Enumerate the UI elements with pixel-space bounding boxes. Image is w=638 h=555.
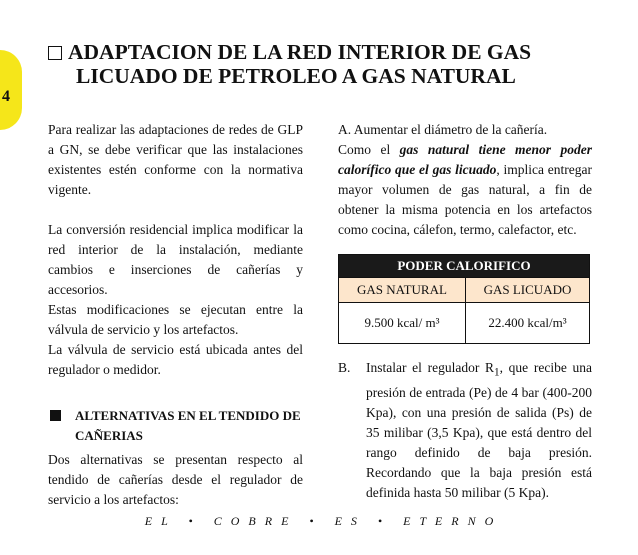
value-natural-gas: 9.500 kcal/ m³ bbox=[339, 303, 466, 344]
page-number: 4 bbox=[2, 88, 10, 105]
section-heading-text: ALTERNATIVAS EN EL TENDIDO DE CAÑERIAS bbox=[75, 408, 301, 443]
paragraph-conversion: La conversión residencial implica modificar la red interior de la instalación, mediante cambios e inserciones de cañerías y accesorios. bbox=[48, 222, 303, 297]
item-a: A. Aumentar el diámetro de la cañería. bbox=[338, 122, 548, 137]
item-b-pre: Instalar el regulador R bbox=[366, 360, 494, 375]
paragraph-alternatives: Dos alternativas se presentan respecto al tendido de cañerías desde el regulador de servicio a los artefactos: bbox=[48, 452, 303, 507]
section-heading bbox=[48, 406, 303, 446]
page-title bbox=[48, 40, 608, 88]
value-liquefied-gas: 22.400 kcal/m³ bbox=[465, 303, 589, 344]
item-b-body: , que recibe una presión de entrada (Pe) de 4 bar (400-200 Kpa), con una presión de salida (Ps) de 35 milibar (3,5 Kpa), que está dentro del rango definido de baja presión. bbox=[366, 360, 592, 460]
table-header: PODER CALORIFICO bbox=[339, 255, 590, 278]
item-b-label: B. bbox=[338, 360, 351, 375]
right-column bbox=[338, 120, 592, 503]
calorific-emphasis: gas natural tiene menor poder calorífico que el gas licuado bbox=[338, 142, 592, 177]
paragraph-calorific bbox=[338, 140, 592, 240]
page-tab bbox=[0, 50, 22, 130]
footer-motto: E L • C O B R E • E S • E T E R N O bbox=[144, 514, 494, 528]
calorific-lead: Como el bbox=[338, 142, 391, 157]
calorific-rest: , implica entregar mayor volumen de gas natural, a fin de obtener la misma potencia en los artefactos como cocina, cálefon, termo, calefactor, etc. bbox=[338, 162, 592, 237]
square-bullet-icon bbox=[50, 410, 61, 421]
paragraph-modifications: Estas modificaciones se ejecutan entre la válvula de servicio y los artefactos. bbox=[48, 302, 303, 337]
title-line-2: LICUADO DE PETROLEO A GAS NATURAL bbox=[76, 64, 516, 88]
calorific-power-table bbox=[338, 254, 590, 344]
item-b-body-2: Recordando que la baja presión está definida hasta 50 milibar (5 Kpa). bbox=[366, 464, 592, 500]
item-b bbox=[338, 358, 592, 503]
item-b-text bbox=[366, 358, 592, 503]
col-header-liquefied-gas: GAS LICUADO bbox=[465, 278, 589, 303]
col-header-natural-gas: GAS NATURAL bbox=[339, 278, 466, 303]
paragraph-intro: Para realizar las adaptaciones de redes de GLP a GN, se debe verificar que las instalaciones existentes estén conforme con la normativa vigente. bbox=[48, 122, 303, 197]
checkbox-bullet-icon bbox=[48, 46, 62, 60]
title-line-1: ADAPTACION DE LA RED INTERIOR DE GAS bbox=[68, 40, 532, 64]
item-b-subscript: 1 bbox=[494, 366, 500, 379]
left-column bbox=[48, 120, 303, 510]
paragraph-service-valve: La válvula de servicio está ubicada antes del regulador o medidor. bbox=[48, 342, 303, 377]
